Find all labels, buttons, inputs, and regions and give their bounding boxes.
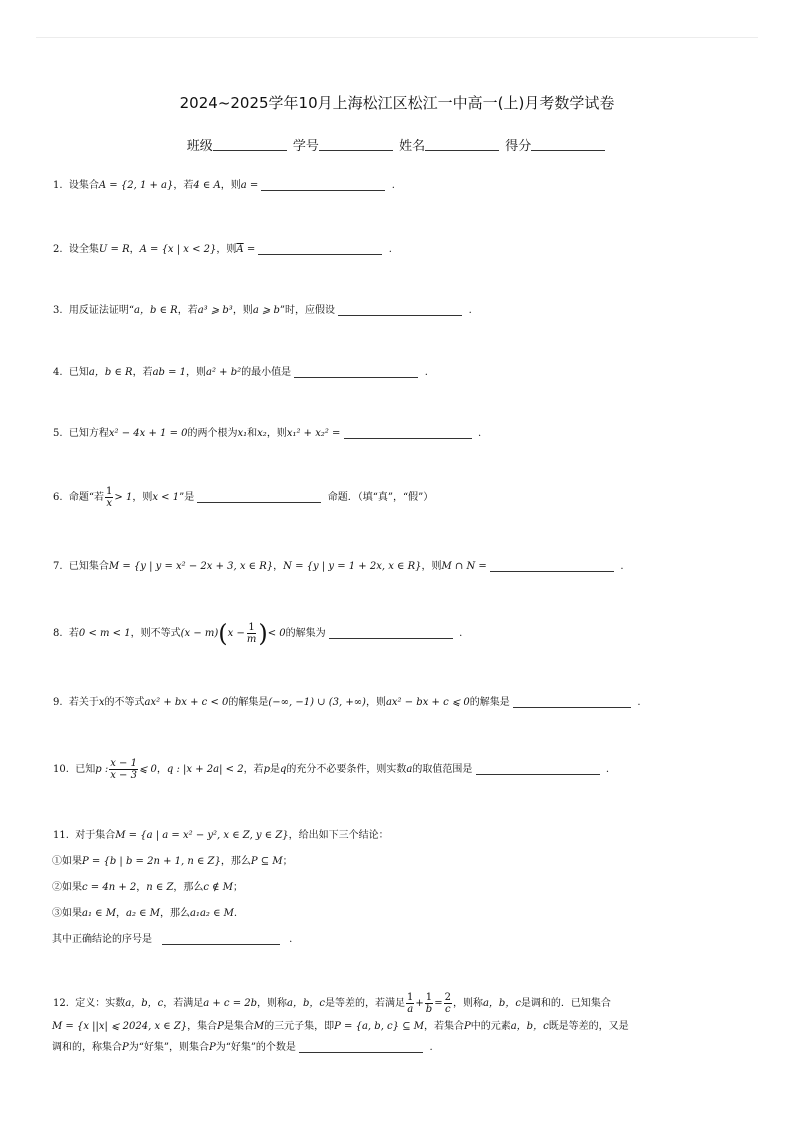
question-text: . — [477, 428, 482, 439]
question-1 — [53, 175, 743, 197]
question-11 — [53, 825, 743, 847]
score-blank[interactable] — [531, 138, 605, 151]
question-12 — [53, 992, 743, 1015]
id-label: 学号 — [292, 139, 319, 154]
math-text: ab = 1 — [152, 367, 187, 378]
question-7 — [53, 556, 743, 578]
math-text: P — [208, 1042, 216, 1053]
question-text: ， — [136, 882, 147, 893]
math-text: P = {a, b, c} ⊆ M — [334, 1021, 424, 1032]
question-text: 1 — [248, 622, 255, 633]
math-text: 0 < m < 1 — [78, 628, 131, 639]
math-text: c — [444, 1004, 451, 1015]
math-text: < 0 — [267, 628, 286, 639]
question-text: . — [388, 244, 392, 255]
math-text: A = {2, 1 + a} — [98, 180, 174, 191]
question-text: ”时，应假设 — [279, 305, 336, 316]
question-text: 是 — [269, 764, 280, 775]
question-text: ，那么 — [173, 882, 204, 893]
question-text: ，则称 — [257, 998, 288, 1009]
question-text: ，则称 — [452, 998, 483, 1009]
question-text: 1 — [425, 992, 433, 1003]
question-text: 已知 — [75, 764, 96, 775]
math-text: x − — [227, 628, 245, 639]
math-text: a，b ∈ R — [134, 305, 178, 316]
question-text: ， — [156, 764, 167, 775]
math-text: p : — [95, 764, 109, 775]
name-blank[interactable] — [425, 138, 499, 151]
math-text: x₁² + x₂² = — [286, 428, 341, 439]
fraction — [246, 622, 257, 645]
math-text: x − 1 — [110, 758, 137, 769]
math-text: $\overline{A}$ — [236, 244, 244, 255]
question-text: 12. — [53, 998, 69, 1009]
math-text: P ⊆ M — [250, 856, 283, 867]
question-8 — [53, 619, 743, 648]
question-text: 对于集合 — [75, 830, 116, 841]
question-text: ①如果 — [52, 856, 82, 867]
math-text: x − 3 — [110, 770, 137, 781]
question-text: 的取值范围是 — [412, 764, 473, 775]
id-blank[interactable] — [319, 138, 393, 151]
math-text: a₁ ∈ M — [82, 908, 116, 919]
question-text: + — [415, 998, 424, 1009]
math-text: x₁ — [237, 428, 248, 439]
question-text: . — [620, 561, 624, 572]
question-text: ，则 — [186, 367, 207, 378]
question-text: 1 — [407, 992, 414, 1003]
question-text: . — [637, 697, 641, 708]
question-text: 的不等式 — [104, 697, 145, 708]
question-6 — [53, 486, 743, 509]
question-text: 已知集合 — [68, 561, 109, 572]
math-text: a，b，c — [482, 998, 521, 1009]
question-text: ，若 — [177, 305, 198, 316]
math-text: c ∉ M — [203, 882, 234, 893]
fraction — [406, 992, 414, 1015]
math-text: p — [263, 764, 270, 775]
question-text: 已知方程 — [68, 428, 109, 439]
question-text: 已知 — [68, 367, 89, 378]
question-text: . — [424, 367, 428, 378]
math-text: ax² + bx + c < 0 — [144, 697, 229, 708]
math-text: M = {a | a = x² − y², x ∈ Z, y ∈ Z} — [115, 830, 289, 841]
question-text: ，那么 — [159, 908, 190, 919]
math-text: c = 4n + 2 — [82, 882, 137, 893]
student-info-row — [0, 135, 794, 154]
math-text: a = — [240, 180, 259, 191]
question-text: 定义：实数 — [75, 998, 126, 1009]
question-text: ，则不等式 — [130, 628, 181, 639]
question-text: ) — [258, 619, 268, 648]
question-text: 是调和的．已知集合 — [520, 998, 611, 1009]
question-12-line-2 — [52, 1016, 742, 1038]
math-text: q — [279, 764, 287, 775]
question-text: . — [233, 908, 238, 919]
question-text: ，则 — [266, 428, 287, 439]
question-text: 中的元素 — [470, 1021, 511, 1032]
question-text: ，给出如下三个结论： — [288, 830, 389, 841]
math-text: > 1 — [114, 492, 133, 503]
question-text: ，则 — [220, 180, 241, 191]
math-text: a₁a₂ ∈ M — [189, 908, 234, 919]
class-blank[interactable] — [213, 138, 287, 151]
question-text: 是等差的，若满足 — [325, 998, 406, 1009]
question-text: 7. — [53, 561, 63, 572]
fraction — [444, 992, 452, 1015]
math-text: M — [253, 1021, 265, 1032]
math-text: A = {x | x < 2} — [139, 244, 217, 255]
math-text: P — [463, 1021, 471, 1032]
math-text: x — [98, 697, 105, 708]
question-text: 为“好集”的个数是 — [215, 1042, 296, 1053]
math-text: ax² − bx + c ⩽ 0 — [385, 697, 470, 708]
question-text: 设全集 — [68, 244, 99, 255]
question-text: 8. — [53, 628, 63, 639]
question-text: 命题“若 — [68, 492, 105, 503]
question-text: ③如果 — [52, 908, 82, 919]
math-text: M ∩ N = — [441, 561, 487, 572]
question-11-ask — [52, 929, 742, 951]
question-text: 的解集是 — [228, 697, 269, 708]
math-text: a — [407, 1004, 414, 1015]
math-text: a² + b² — [206, 367, 242, 378]
math-text: (−∞, −1) ∪ (3, +∞) — [268, 697, 366, 708]
question-text: ，集合 — [187, 1021, 218, 1032]
question-text: 若关于 — [68, 697, 99, 708]
question-text: ，若满足 — [163, 998, 204, 1009]
question-text: ， — [115, 908, 126, 919]
question-text: ，若集合 — [423, 1021, 464, 1032]
question-11-statement-3 — [52, 903, 742, 925]
question-text: 若 — [68, 628, 79, 639]
question-text: 2 — [444, 992, 451, 1003]
answer-blank[interactable] — [490, 559, 614, 572]
math-text: N = {y | y = 1 + 2x, x ∈ R} — [283, 561, 422, 572]
math-text: = — [243, 244, 256, 255]
question-10 — [53, 758, 743, 781]
question-text: ，若 — [173, 180, 194, 191]
math-text: (x − m) — [180, 628, 219, 639]
top-rule — [36, 37, 758, 38]
question-text: ( — [218, 619, 228, 648]
math-text: ⩽ 0 — [138, 764, 157, 775]
math-text: n ∈ Z — [146, 882, 174, 893]
question-text: = — [434, 998, 443, 1009]
math-text: a — [406, 764, 413, 775]
question-text: 2. — [53, 244, 63, 255]
math-text: M = {x ||x| ⩽ 2024, x ∈ Z} — [52, 1021, 188, 1032]
question-text: 6. — [53, 492, 63, 503]
math-text: P — [217, 1021, 224, 1032]
answer-blank[interactable] — [197, 490, 321, 503]
question-11-statement-2 — [52, 877, 742, 899]
question-text: 3. — [53, 305, 63, 316]
answer-blank[interactable] — [513, 695, 631, 708]
question-text: . — [289, 934, 293, 945]
math-text: x < 1 — [152, 492, 180, 503]
question-text: . — [391, 180, 395, 191]
question-text: 的最小值是 — [241, 367, 292, 378]
question-text: 的解集是 — [469, 697, 510, 708]
question-2 — [53, 239, 743, 261]
question-text: ，则 — [232, 305, 253, 316]
math-text: a，b ∈ R — [88, 367, 133, 378]
math-text: 4 ∈ A — [193, 180, 221, 191]
question-text: 4. — [53, 367, 63, 378]
question-text: 设集合 — [68, 180, 99, 191]
answer-blank[interactable] — [338, 303, 462, 316]
question-text: 的解集为 — [285, 628, 326, 639]
score-label: 得分 — [505, 139, 532, 154]
question-text: . — [459, 628, 463, 639]
question-text: 5. — [53, 428, 63, 439]
math-text: b — [425, 1004, 433, 1015]
answer-blank[interactable] — [258, 242, 382, 255]
math-text: U = R — [98, 244, 130, 255]
name-label: 姓名 — [399, 139, 426, 154]
math-text: a + c = 2b — [203, 998, 258, 1009]
answer-blank[interactable] — [344, 426, 472, 439]
question-text: 9. — [53, 697, 63, 708]
question-text: 用反证法证明“ — [68, 305, 135, 316]
question-text: . — [429, 1042, 433, 1053]
math-text: x² − 4x + 1 = 0 — [108, 428, 188, 439]
question-text: 为“好集”，则集合 — [128, 1042, 209, 1053]
question-text: ； — [282, 856, 293, 867]
math-text: P = {b | b = 2n + 1, n ∈ Z} — [82, 856, 221, 867]
question-text: 1 — [106, 486, 113, 497]
fraction — [425, 992, 433, 1015]
fraction — [109, 758, 138, 781]
question-text: 其中正确结论的序号是 — [52, 934, 152, 945]
question-3 — [53, 300, 743, 322]
question-text: ， — [273, 561, 284, 572]
question-text: ，则 — [132, 492, 153, 503]
math-text: a ⩾ b — [252, 305, 280, 316]
question-text: 的三元子集，即 — [264, 1021, 335, 1032]
question-text: ，则 — [365, 697, 386, 708]
math-text: a，b，c — [510, 1021, 549, 1032]
math-text: P — [122, 1042, 129, 1053]
question-9 — [53, 692, 743, 714]
answer-blank[interactable] — [162, 932, 280, 945]
question-text: 是集合 — [223, 1021, 254, 1032]
question-text: ，若 — [132, 367, 153, 378]
question-text: . — [468, 305, 472, 316]
math-text: q : |x + 2a| < 2 — [166, 764, 244, 775]
answer-blank[interactable] — [294, 365, 418, 378]
question-text: 既是等差的，又是 — [548, 1021, 629, 1032]
question-text: ②如果 — [52, 882, 82, 893]
answer-blank[interactable] — [329, 626, 453, 639]
question-text: ； — [233, 882, 244, 893]
question-text: 调和的，称集合 — [52, 1042, 122, 1053]
question-text: 1. — [53, 180, 63, 191]
math-text: x — [106, 498, 113, 509]
question-text: 的两个根为 — [187, 428, 238, 439]
class-label: 班级 — [186, 139, 213, 154]
question-text: 和 — [247, 428, 258, 439]
answer-blank[interactable] — [261, 178, 385, 191]
exam-title: 2024~2025学年10月上海松江区松江一中高一(上)月考数学试卷 — [179, 94, 615, 112]
answer-blank[interactable] — [299, 1040, 423, 1053]
question-text: ， — [129, 244, 140, 255]
question-4 — [53, 362, 743, 384]
question-text: ，则 — [421, 561, 442, 572]
math-text: a₂ ∈ M — [125, 908, 160, 919]
math-text: a，b，c — [287, 998, 326, 1009]
question-text: 10. — [53, 764, 69, 775]
question-5 — [53, 423, 743, 445]
question-text: . — [605, 764, 610, 775]
question-text: 11. — [53, 830, 69, 841]
answer-blank[interactable] — [476, 762, 600, 775]
question-text: ”是 — [179, 492, 195, 503]
math-text: M = {y | y = x² − 2x + 3, x ∈ R} — [108, 561, 274, 572]
question-text: 命题．（填“真”，“假”） — [327, 492, 434, 503]
question-text: 的充分不必要条件，则实数 — [286, 764, 407, 775]
math-text: a³ ⩾ b³ — [197, 305, 233, 316]
question-text: ，若 — [243, 764, 264, 775]
question-11-statement-1 — [52, 851, 742, 873]
math-text: a，b，c — [125, 998, 164, 1009]
question-text: ，则 — [216, 244, 237, 255]
math-text: x₂ — [257, 428, 267, 439]
fraction — [105, 486, 113, 509]
question-12-line-3 — [52, 1037, 742, 1059]
math-text: m — [246, 634, 257, 645]
question-text: ，那么 — [220, 856, 251, 867]
